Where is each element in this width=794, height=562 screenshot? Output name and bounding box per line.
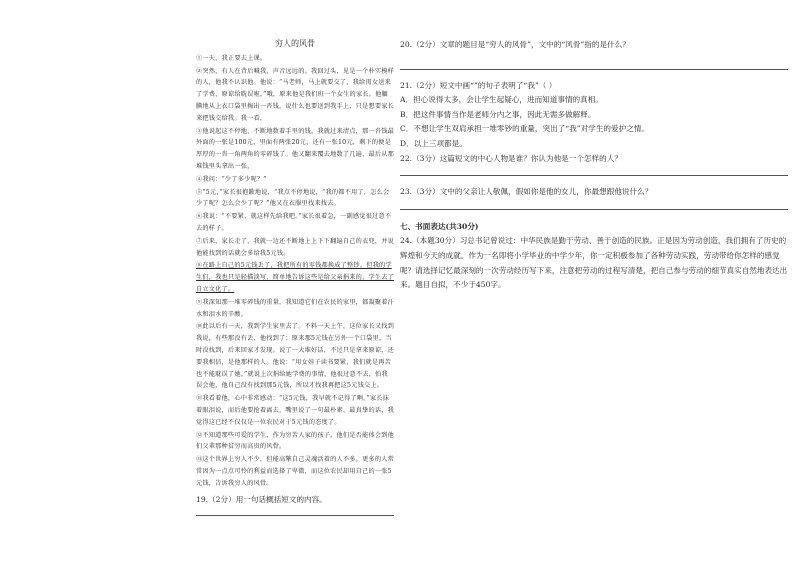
- option-c: C．不想让学生双肩承担一堆零钞的重量，突出了“我”对学生的爱护之情。: [400, 124, 649, 134]
- paragraph: ⑩此以后有一天，我到学生家里去了。不料一天上午，这位家长又找到我说，有些那没有丢，他找到了；原来那5元钱在另外一个口袋里，当时没找到，后来回家才发现。说了一大堆好话，不过只是拿来原谅，还要我相信，是他那样的人。他说：“用女娃子读书要紧，我们就是再苦也不能耽误了她。”就说上次捐给她学费的事情，他很过意不去，怕我误会他，他自己没有找到那5元钱，所以才找我再把这5元钱交上。: [196, 323, 395, 390]
- answer-line-19[interactable]: [196, 515, 394, 516]
- question-20: 20.（2分）文章的题目是“穷人的风骨”，文中的“风骨”指的是什么？: [400, 40, 630, 49]
- answer-line-20[interactable]: [400, 69, 788, 70]
- section-heading: 七、书面表达(共30分): [400, 221, 479, 231]
- paragraph: ⑪我看着他，心中非常感动：“这5元钱，我早就不记得了啊。”家长抹着眼泪说，而后他要抢着离去，嘴里说了一句最朴素、最真挚的话，我觉得这已经不仅仅是一位农民对于5元钱的态度了。: [196, 395, 395, 426]
- paragraph: ⑥我说：“不要紧，就这样先给我吧。”家长很着急，一副感觉很过意不去的样子。: [196, 213, 392, 232]
- option-b: B．把这件事情当作是老师分内之事，因此无需多做解释。: [400, 109, 596, 119]
- answer-line-23[interactable]: [400, 209, 788, 210]
- question-22: 22.（3分）这篇短文的中心人物是谁？你认为他是一个怎样的人？: [400, 153, 622, 163]
- paragraph: ①一天，我正要去上课。: [196, 54, 267, 62]
- answer-line-22[interactable]: [400, 175, 788, 176]
- option-d: D．以上三项都是。: [400, 138, 467, 148]
- paragraph: ⑨我深知那一堆零碎钱的重量，我知道它们在农民的家里，都凝聚着汗水和泪水的辛酸。: [196, 298, 395, 318]
- question-23: 23.（3分）文中的父亲让人敬佩，假如你是他的女儿，你最想跟他说什么？: [400, 187, 653, 197]
- paragraph: ⑬这个世界上穷人不少，但能高擎自己灵魂活着的人不多。更多的人常常因为一点点可怜的利益而选择了卑微，而这位农民却用自己的一张5元钱，告诉我穷人的风骨。: [196, 456, 395, 487]
- right-column: [400, 38, 788, 293]
- paragraph: ⑤“5元，”家长很抱歉地说，“我点不停地说，“我的都不用了，怎么会少了呢？怎么会少了呢？”他又在衣服里找来找去。: [196, 188, 390, 208]
- paragraph: ⑫不知道那些可爱的学生，作为穷苦人家的孩子，他们是否能体会到他们父辈那种贫穷而高贵的风骨。: [196, 431, 395, 451]
- article-title: 穷人的风骨: [275, 39, 315, 48]
- paragraph: ④我问：“少了多少呢？”: [196, 175, 267, 183]
- question-21: 21.（2分）短文中画“”的句子表明了“我”（ ）: [400, 80, 557, 90]
- option-a: A．担心说得太多，会让学生起疑心，进而知道事情的真相。: [400, 95, 603, 105]
- left-column: [196, 38, 394, 490]
- paragraph-underlined: ⑧在路上自己的5元钱丢了，我把所有的零钱都换成了整钞。但我的学生们，我也只是轻描淡写，简单地告诉这些是给父亲捐来的，学生去了自立文化了。: [196, 262, 395, 293]
- article-body: [196, 53, 394, 490]
- question-24: 24.（本题30分）习总书记曾说过：中华民族是勤于劳动、善于创造的民族。正是因为劳动创造，我们拥有了历史的辉煌和今天的成就。作为一名即将小学毕业的中学少年，你一定积极参加了各种劳动实践，劳动带给你怎样的感觉呢？请选择记忆最深刻的一次劳动经历写下来，注意把劳动的过程写清楚，把自己参与劳动的细节真实自然地表达出来。题目自拟，不少于450字。: [400, 236, 788, 290]
- paragraph: ②突然，有人在背后喊我，声音远远的。我回过头，见是一个朴实模样的人，他我不认识他。他说：“马老师，马上就要交了，我给闺女送来了学费，原谅给耽误啦。”哦，原来他是我们班一个女生的家长。他腼腆地从上衣口袋里掏出一沓钱，说什么也要送到我手上，只是想要家长来把钱交给我。我一看，: [196, 67, 395, 122]
- paragraph: ⑦后来，家长走了，我就一边还不断地上上下下翻遍自己的衣兜，并说他能找到的话就会多给我5元钱。: [196, 237, 395, 257]
- paragraph: ③他说起这不停地，不断地数着手里的钱。我就过来清点，那一沓钱最外面的一张是100元，里面有两张20元，还有一张10元，剩下的便是厚厚的一沓一角两角的零碎钱了。他又翻来覆去地数了几遍，最后从那堆钱里头拿出一张，: [196, 127, 395, 170]
- question-19: 19.（2分）用一句话概括短文的内容。: [196, 495, 327, 504]
